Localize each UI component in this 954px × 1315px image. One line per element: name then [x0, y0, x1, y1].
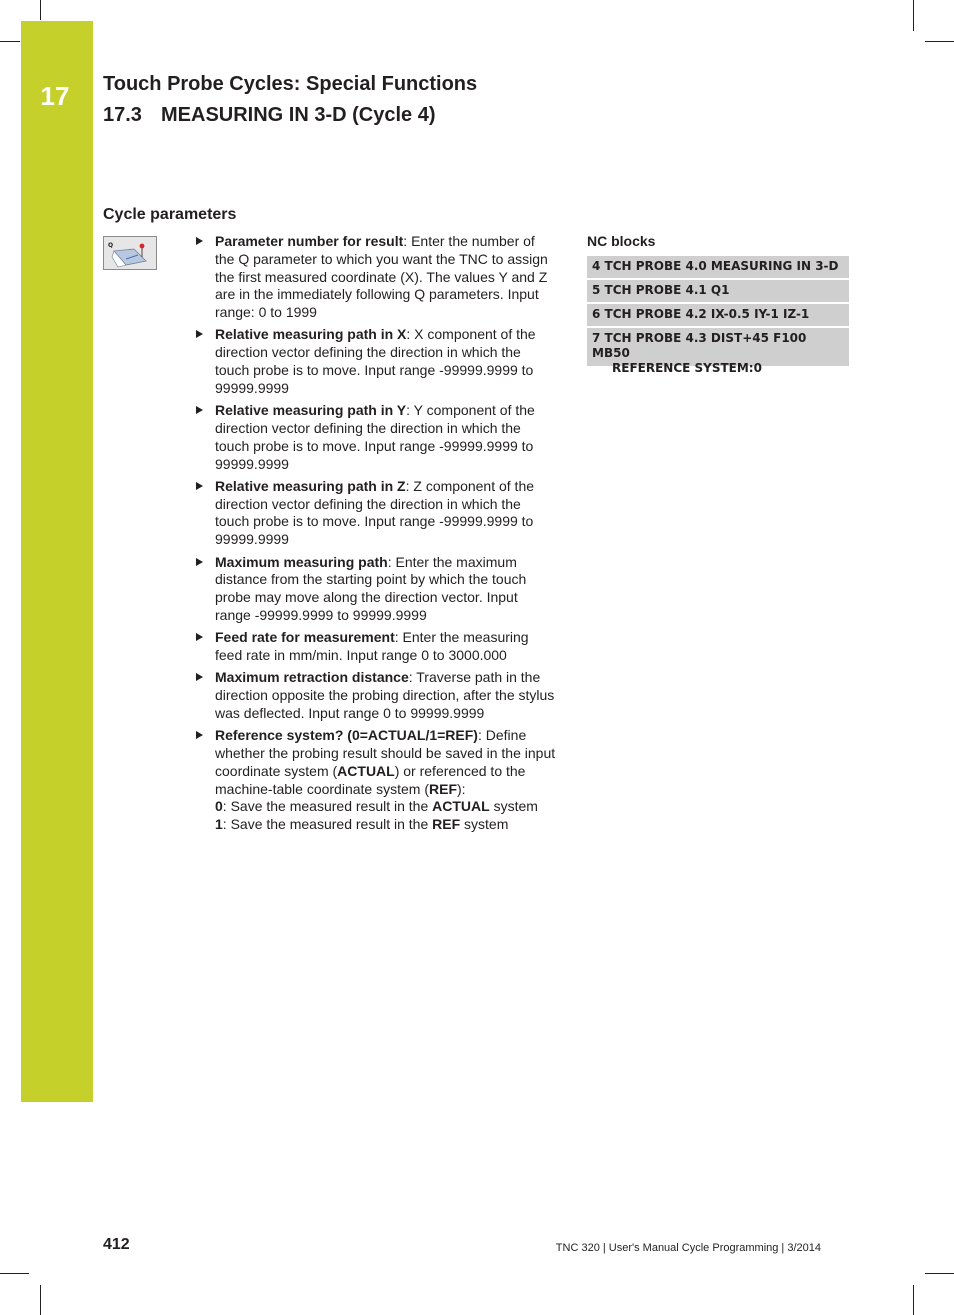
- nc-block-line: 4 TCH PROBE 4.0 MEASURING IN 3-D: [587, 256, 849, 278]
- param-item: [196, 402, 556, 473]
- triangle-bullet-icon: [196, 482, 203, 490]
- keyword-actual: ACTUAL: [432, 798, 490, 815]
- nc-block-continuation: REFERENCE SYSTEM:0: [612, 361, 762, 375]
- triangle-bullet-icon: [196, 558, 203, 566]
- param-desc: : X component of the direction vector defining the direction in which the touch probe is to move. Input range -99999.9999 to 99999.9999: [215, 326, 536, 396]
- crop-mark: [925, 1273, 954, 1274]
- triangle-bullet-icon: [196, 673, 203, 681]
- chapter-sidebar: [21, 21, 93, 1102]
- triangle-bullet-icon: [196, 330, 203, 338]
- param-desc: : Enter the maximum distance from the starting point by which the touch probe may move along the direction vector. Input range -99999.9999 to 99999.9999: [215, 553, 527, 623]
- parameter-list: [196, 233, 556, 839]
- page-number: 412: [103, 1236, 130, 1253]
- section-header: [103, 104, 436, 127]
- param-item: [196, 629, 556, 665]
- param-desc: : Z component of the direction vector defining the direction in which the touch probe is to move. Input range -99999.9999 to 99999.9999: [215, 477, 535, 548]
- section-title: MEASURING IN 3-D (Cycle 4): [161, 104, 436, 126]
- crop-mark: [40, 0, 41, 20]
- nc-block-line: [587, 328, 849, 375]
- chapter-title: Touch Probe Cycles: Special Functions: [103, 73, 478, 95]
- param-item: [196, 554, 556, 625]
- option-desc: : Save the measured result in the: [222, 798, 433, 815]
- param-name: Relative measuring path in X: [215, 326, 407, 343]
- crop-mark: [925, 41, 954, 42]
- option-value: 1: [215, 816, 223, 833]
- param-name: Feed rate for measurement: [215, 629, 395, 646]
- param-desc: : Y component of the direction vector defining the direction in which the touch probe is to move. Input range -99999.9999 to 99999.9999: [215, 402, 535, 472]
- cycle-parameters-heading: Cycle parameters: [103, 206, 237, 223]
- param-desc: ):: [457, 780, 466, 797]
- option-desc: system: [489, 798, 538, 815]
- section-number: 17.3: [103, 104, 142, 126]
- triangle-bullet-icon: [196, 406, 203, 414]
- param-item-reference-system: [196, 727, 556, 834]
- option-desc: system: [460, 816, 509, 833]
- crop-mark: [0, 1273, 29, 1274]
- param-name: Maximum retraction distance: [215, 669, 409, 686]
- keyword-ref: REF: [432, 816, 461, 833]
- triangle-bullet-icon: [196, 633, 203, 641]
- keyword-ref: REF: [429, 780, 457, 797]
- triangle-bullet-icon: [196, 237, 203, 245]
- crop-mark: [913, 0, 914, 31]
- nc-block-text: 7 TCH PROBE 4.3 DIST+45 F100 MB50: [592, 331, 807, 360]
- triangle-bullet-icon: [196, 731, 203, 739]
- param-desc: ) or referenced to the machine-table coordinate system (: [215, 762, 526, 797]
- crop-mark: [0, 41, 20, 42]
- svg-text:Q: Q: [108, 242, 114, 249]
- param-item: [196, 478, 556, 549]
- nc-blocks-heading: NC blocks: [587, 233, 656, 249]
- param-desc: : Traverse path in the direction opposite the probing direction, after the stylus was deflected. Input range 0 to 99999.9999: [215, 669, 555, 721]
- param-name: Relative measuring path in Y: [215, 402, 407, 419]
- param-name: Parameter number for result: [215, 233, 404, 249]
- nc-block-line: 5 TCH PROBE 4.1 Q1: [587, 280, 849, 302]
- crop-mark: [40, 1285, 41, 1315]
- option-value: 0: [215, 798, 223, 815]
- param-item: [196, 326, 556, 397]
- param-item: [196, 233, 556, 322]
- footer-text: TNC 320 | User's Manual Cycle Programming | 3/2014: [555, 1242, 821, 1254]
- param-item: [196, 669, 556, 722]
- param-name: Maximum measuring path: [215, 553, 388, 570]
- option-desc: : Save the measured result in the: [222, 816, 433, 833]
- param-desc: : Enter the measuring feed rate in mm/min. Input range 0 to 3000.000: [215, 629, 529, 664]
- param-name: Reference system? (0=ACTUAL/1=REF): [215, 727, 478, 744]
- param-name: Relative measuring path in Z: [215, 477, 406, 494]
- nc-block-line: 6 TCH PROBE 4.2 IX-0.5 IY-1 IZ-1: [587, 304, 849, 326]
- chapter-number: 17: [40, 81, 70, 111]
- keyword-actual: ACTUAL: [337, 762, 395, 779]
- param-desc: : Define whether the probing result should be saved in the input coordinate system (: [215, 727, 556, 779]
- crop-mark: [913, 1285, 914, 1315]
- param-desc: : Enter the number of the Q parameter to which you want the TNC to assign the first measured coordinate (X). The values Y and Z are in the immediately following Q parameters. Input range: 0 to 1999: [215, 233, 548, 321]
- cycle-4-icon: [103, 236, 157, 270]
